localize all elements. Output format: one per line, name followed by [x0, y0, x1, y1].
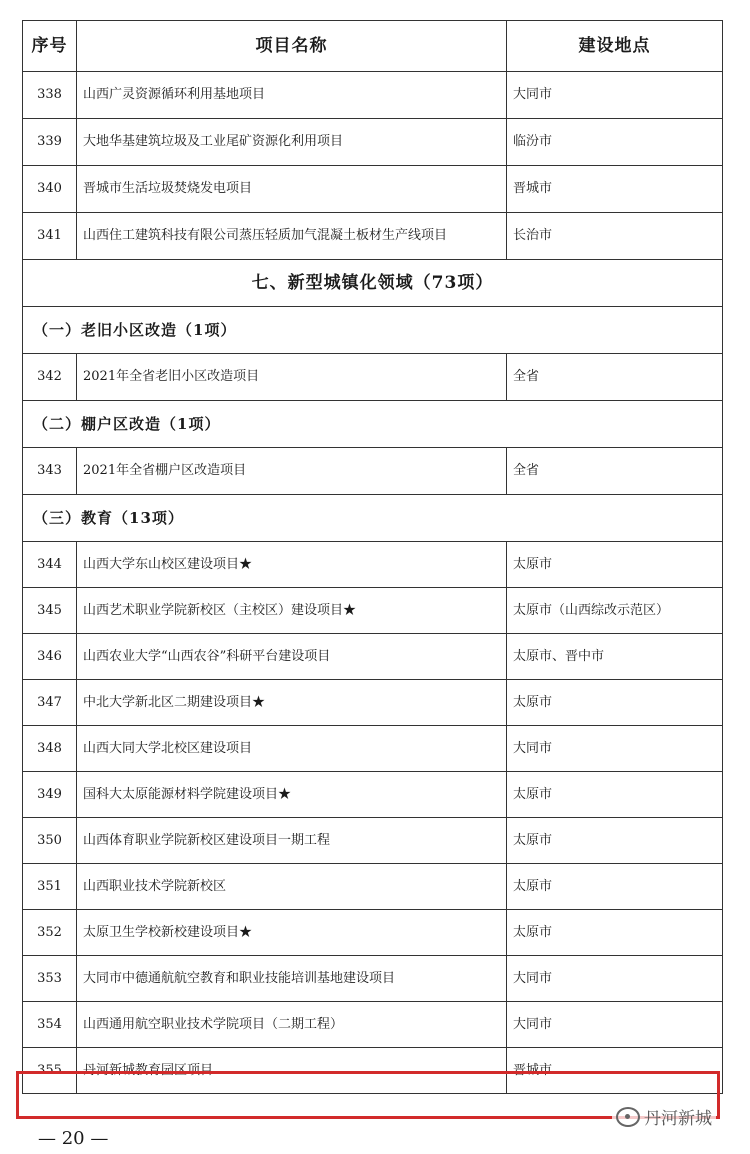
row-no: 340 — [23, 166, 77, 213]
table-row — [23, 448, 723, 495]
row-no: 352 — [23, 910, 77, 956]
table-row — [23, 72, 723, 119]
table-row — [23, 588, 723, 634]
row-name: 山西大同大学北校区建设项目 — [77, 726, 507, 772]
table-row — [23, 680, 723, 726]
table-row — [23, 542, 723, 588]
table-row — [23, 354, 723, 401]
row-location: 大同市 — [507, 72, 723, 119]
watermark-text: 丹河新城 — [644, 1109, 712, 1129]
section-title: 七、新型城镇化领域（73项） — [23, 260, 723, 307]
row-location: 太原市 — [507, 772, 723, 818]
row-name: 2021年全省棚户区改造项目 — [77, 448, 507, 495]
row-location: 太原市 — [507, 864, 723, 910]
row-no: 345 — [23, 588, 77, 634]
row-no: 346 — [23, 634, 77, 680]
subsection-title: （二）棚户区改造（1项） — [23, 401, 723, 448]
row-no: 339 — [23, 119, 77, 166]
subsection-title: （一）老旧小区改造（1项） — [23, 307, 723, 354]
table-row — [23, 864, 723, 910]
header-no: 序号 — [23, 21, 77, 72]
row-name: 山西广灵资源循环利用基地项目 — [77, 72, 507, 119]
row-name: 山西体育职业学院新校区建设项目一期工程 — [77, 818, 507, 864]
row-no: 354 — [23, 1002, 77, 1048]
subsection-row — [23, 307, 723, 354]
table-row — [23, 119, 723, 166]
wechat-icon — [616, 1107, 640, 1127]
row-location: 太原市 — [507, 818, 723, 864]
subsection-row — [23, 495, 723, 542]
watermark — [612, 1103, 716, 1130]
table-row — [23, 726, 723, 772]
table-row — [23, 956, 723, 1002]
row-name: 大同市中德通航航空教育和职业技能培训基地建设项目 — [77, 956, 507, 1002]
row-location: 全省 — [507, 354, 723, 401]
row-no: 342 — [23, 354, 77, 401]
subsection-title: （三）教育（13项） — [23, 495, 723, 542]
row-location: 太原市 — [507, 542, 723, 588]
row-name: 2021年全省老旧小区改造项目 — [77, 354, 507, 401]
row-location: 大同市 — [507, 1002, 723, 1048]
row-location: 全省 — [507, 448, 723, 495]
table-row — [23, 910, 723, 956]
row-location: 长治市 — [507, 213, 723, 260]
row-no: 338 — [23, 72, 77, 119]
row-location: 临汾市 — [507, 119, 723, 166]
row-name: 山西职业技术学院新校区 — [77, 864, 507, 910]
row-no: 343 — [23, 448, 77, 495]
header-name: 项目名称 — [77, 21, 507, 72]
row-location: 晋城市 — [507, 166, 723, 213]
table-row — [23, 772, 723, 818]
row-location: 太原市 — [507, 910, 723, 956]
row-name: 晋城市生活垃圾焚烧发电项目 — [77, 166, 507, 213]
row-location: 太原市（山西综改示范区） — [507, 588, 723, 634]
row-name: 国科大太原能源材料学院建设项目★ — [77, 772, 507, 818]
page-number: — 20 — — [38, 1128, 109, 1149]
row-name: 山西大学东山校区建设项目★ — [77, 542, 507, 588]
row-no: 353 — [23, 956, 77, 1002]
row-no: 344 — [23, 542, 77, 588]
table-row — [23, 634, 723, 680]
project-table — [22, 20, 723, 1094]
table-row — [23, 818, 723, 864]
row-name: 山西艺术职业学院新校区（主校区）建设项目★ — [77, 588, 507, 634]
table-row — [23, 166, 723, 213]
row-no: 341 — [23, 213, 77, 260]
row-name: 山西通用航空职业技术学院项目（二期工程） — [77, 1002, 507, 1048]
table-row — [23, 213, 723, 260]
row-location: 太原市 — [507, 680, 723, 726]
row-no: 347 — [23, 680, 77, 726]
row-location: 大同市 — [507, 726, 723, 772]
row-name: 山西农业大学“山西农谷”科研平台建设项目 — [77, 634, 507, 680]
row-location: 晋城市 — [507, 1048, 723, 1094]
row-location: 大同市 — [507, 956, 723, 1002]
table-header-row — [23, 21, 723, 72]
row-no: 355 — [23, 1048, 77, 1094]
row-name: 山西住工建筑科技有限公司蒸压轻质加气混凝土板材生产线项目 — [77, 213, 507, 260]
section-row — [23, 260, 723, 307]
project-table-page — [22, 20, 722, 1094]
table-row — [23, 1002, 723, 1048]
row-no: 350 — [23, 818, 77, 864]
subsection-row — [23, 401, 723, 448]
row-name: 中北大学新北区二期建设项目★ — [77, 680, 507, 726]
row-name: 大地华基建筑垃圾及工业尾矿资源化利用项目 — [77, 119, 507, 166]
row-no: 349 — [23, 772, 77, 818]
row-no: 351 — [23, 864, 77, 910]
row-name: 太原卫生学校新校建设项目★ — [77, 910, 507, 956]
row-no: 348 — [23, 726, 77, 772]
header-location: 建设地点 — [507, 21, 723, 72]
row-location: 太原市、晋中市 — [507, 634, 723, 680]
row-name: 丹河新城教育园区项目 — [77, 1048, 507, 1094]
